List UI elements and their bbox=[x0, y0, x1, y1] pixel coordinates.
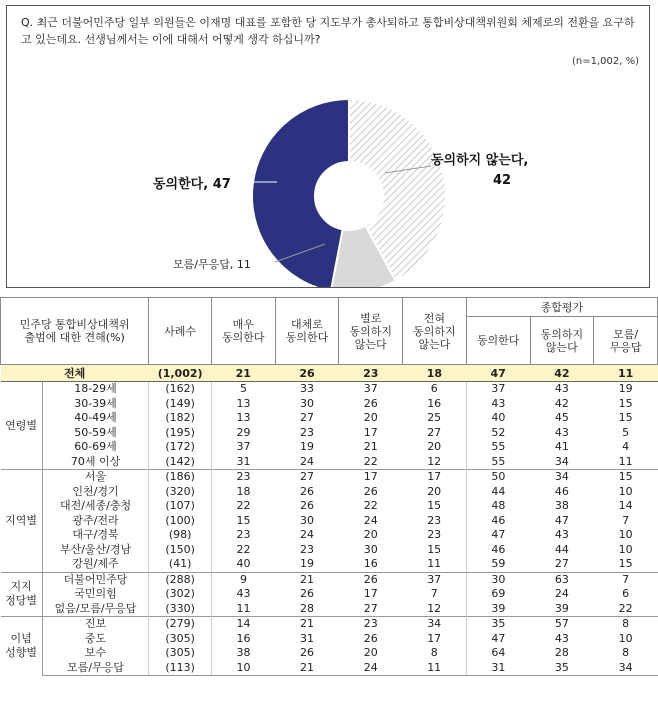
cell-value: 8 bbox=[594, 617, 658, 632]
cell-value: 6 bbox=[403, 382, 467, 397]
table-row bbox=[1, 470, 658, 485]
cell-value: 44 bbox=[491, 484, 506, 498]
cell-value: 11 bbox=[594, 365, 658, 382]
cell-value: 42 bbox=[530, 365, 594, 382]
donut-chart bbox=[7, 6, 649, 287]
h-c3-l1: 별로 bbox=[360, 311, 382, 325]
cell-value: 38 bbox=[554, 499, 569, 513]
row-sample: (149) bbox=[149, 397, 212, 412]
cell-value: 24 bbox=[554, 587, 569, 601]
h-c4-l1: 전혀 bbox=[423, 311, 446, 325]
row-label: 더불어민주당 bbox=[42, 572, 149, 587]
header-view-line1: 민주당 통합비상대책위 bbox=[19, 318, 130, 331]
cell-value: 22 bbox=[363, 499, 378, 513]
cell-value: 37 bbox=[236, 440, 251, 454]
cell-value: 16 bbox=[403, 397, 467, 412]
row-sample: (172) bbox=[149, 440, 212, 455]
table-group bbox=[1, 382, 658, 470]
cell-value: 30 bbox=[300, 396, 314, 410]
table-row bbox=[1, 632, 658, 647]
cell-value: 31 bbox=[466, 661, 530, 676]
h-c2-l1: 대체로 bbox=[291, 318, 323, 331]
table-row bbox=[1, 397, 658, 412]
table-row bbox=[1, 587, 658, 602]
table-row bbox=[1, 440, 658, 455]
header-disagree-sum bbox=[530, 317, 594, 365]
table-group bbox=[1, 470, 658, 573]
row-label: 18-29세 bbox=[42, 382, 149, 397]
h-s2-l2: 않는다 bbox=[545, 340, 578, 354]
cell-value: 43 bbox=[554, 528, 569, 542]
header-combined: 종합평가 bbox=[466, 298, 657, 317]
table-row bbox=[1, 557, 658, 572]
cell-value: 13 bbox=[236, 396, 251, 410]
cell-value: 23 bbox=[300, 425, 314, 439]
cell-value: 24 bbox=[300, 528, 314, 542]
row-label: 국민의힘 bbox=[42, 587, 149, 602]
h-s3-l1: 모름/ bbox=[613, 327, 639, 341]
cell-value: 24 bbox=[339, 661, 403, 676]
table-row bbox=[1, 426, 658, 441]
cell-value: 15 bbox=[403, 543, 467, 558]
cell-value: 26 bbox=[300, 484, 314, 498]
row-label: 70세 이상 bbox=[42, 455, 149, 470]
cell-value: 16 bbox=[236, 631, 251, 645]
cell-value: 23 bbox=[339, 365, 403, 382]
row-label: 인천/경기 bbox=[42, 485, 149, 500]
cell-value: 69 bbox=[491, 587, 506, 601]
row-label: 모름/무응답 bbox=[42, 661, 149, 676]
cell-value: 12 bbox=[403, 455, 467, 470]
table-row bbox=[1, 514, 658, 529]
cell-value: 21 bbox=[275, 617, 339, 632]
cell-value: 15 bbox=[594, 470, 658, 485]
row-label: 진보 bbox=[42, 617, 149, 632]
cell-value: 31 bbox=[236, 454, 251, 468]
row-label: 대전/세종/충청 bbox=[42, 499, 149, 514]
row-label: 50-59세 bbox=[42, 426, 149, 441]
label-agree: 동의한다, 47 bbox=[153, 177, 231, 192]
cell-value: 13 bbox=[236, 411, 251, 425]
header-view-line2: 출범에 대한 견해(%) bbox=[24, 331, 125, 344]
cell-value: 29 bbox=[236, 425, 251, 439]
row-sample: (320) bbox=[149, 485, 212, 500]
cell-value: 47 bbox=[491, 528, 506, 542]
h-c1-l1: 매우 bbox=[232, 318, 254, 331]
table-row bbox=[1, 499, 658, 514]
table-group bbox=[1, 572, 658, 617]
cell-value: 42 bbox=[554, 396, 569, 410]
cell-value: 30 bbox=[363, 542, 378, 556]
cell-value: 47 bbox=[554, 513, 569, 527]
cell-value: 17 bbox=[363, 587, 378, 601]
h-s2-l1: 동의하지 bbox=[540, 327, 584, 341]
cell-value: 48 bbox=[491, 499, 506, 513]
row-sample: (195) bbox=[149, 426, 212, 441]
group-label-line: 지지 bbox=[10, 580, 32, 594]
cell-value: 7 bbox=[622, 513, 630, 527]
cell-value: 43 bbox=[236, 587, 251, 601]
group-label-line: 지역별 bbox=[5, 513, 38, 527]
cell-value: 50 bbox=[466, 470, 530, 485]
cell-value: 23 bbox=[300, 542, 314, 556]
table-row bbox=[1, 617, 658, 632]
table-row bbox=[1, 646, 658, 661]
cell-value: 8 bbox=[403, 646, 467, 661]
cell-value: 34 bbox=[554, 454, 569, 468]
row-label: 60-69세 bbox=[42, 440, 149, 455]
group-label-line: 이념 bbox=[10, 632, 32, 646]
cell-value: 15 bbox=[236, 513, 251, 527]
cell-value: 10 bbox=[618, 528, 633, 542]
cell-value: 15 bbox=[403, 499, 467, 514]
cell-value: 5 bbox=[622, 425, 630, 439]
cell-value: 26 bbox=[275, 365, 339, 382]
cell-value: 11 bbox=[403, 557, 467, 572]
cell-value: 26 bbox=[363, 484, 378, 498]
group-label bbox=[1, 617, 43, 676]
cell-value: 22 bbox=[618, 601, 633, 615]
cell-value: 44 bbox=[554, 542, 569, 556]
cell-value: 31 bbox=[300, 631, 314, 645]
h-c3-l2: 동의하지 bbox=[349, 324, 392, 338]
cell-value: 23 bbox=[339, 617, 403, 632]
cell-value: 11 bbox=[618, 454, 633, 468]
row-label: 대구/경북 bbox=[42, 528, 149, 543]
header-sample: 사례수 bbox=[149, 298, 212, 365]
h-c2-l2: 동의한다 bbox=[285, 331, 329, 344]
group-label bbox=[1, 382, 43, 470]
row-sample: (142) bbox=[149, 455, 212, 470]
cell-value: 18 bbox=[403, 365, 467, 382]
table-row bbox=[1, 485, 658, 500]
cell-value: 26 bbox=[300, 646, 314, 660]
cell-value: 27 bbox=[363, 601, 378, 615]
cell-value: 43 bbox=[554, 425, 569, 439]
cell-value: 27 bbox=[300, 411, 314, 425]
header-dk bbox=[594, 317, 658, 365]
row-label: 40-49세 bbox=[42, 411, 149, 426]
header-view bbox=[1, 298, 149, 365]
label-disagree-2: 42 bbox=[493, 173, 512, 188]
row-label: 부산/울산/경남 bbox=[42, 543, 149, 558]
row-label: 중도 bbox=[42, 632, 149, 647]
cell-value: 43 bbox=[530, 382, 594, 397]
header-agree-sum: 동의한다 bbox=[466, 317, 530, 365]
cell-value: 37 bbox=[466, 382, 530, 397]
unit-note: (n=1,002, %) bbox=[571, 56, 639, 67]
cell-value: 14 bbox=[618, 499, 633, 513]
cell-value: 15 bbox=[618, 557, 633, 571]
cell-value: 7 bbox=[594, 572, 658, 587]
cell-value: 37 bbox=[403, 572, 467, 587]
cell-value: 64 bbox=[491, 646, 506, 660]
cell-value: 21 bbox=[275, 661, 339, 676]
row-sample: (100) bbox=[149, 514, 212, 529]
cell-value: 27 bbox=[554, 557, 569, 571]
cell-value: 46 bbox=[491, 542, 506, 556]
cell-value: 23 bbox=[403, 528, 467, 543]
table-row bbox=[1, 411, 658, 426]
cell-value: 6 bbox=[622, 587, 630, 601]
table-group bbox=[1, 617, 658, 676]
table-row bbox=[1, 382, 658, 397]
cell-value: 59 bbox=[491, 557, 506, 571]
row-label: 전체 bbox=[1, 365, 149, 382]
cell-value: 20 bbox=[363, 646, 378, 660]
cell-value: 14 bbox=[211, 617, 275, 632]
row-label: 없음/모름/무응답 bbox=[42, 602, 149, 617]
row-sample: (41) bbox=[149, 557, 212, 572]
cell-value: 18 bbox=[236, 484, 251, 498]
cell-value: 12 bbox=[403, 602, 467, 617]
cell-value: 34 bbox=[594, 661, 658, 676]
cell-value: 23 bbox=[403, 514, 467, 529]
row-sample: (113) bbox=[149, 661, 212, 676]
table-row bbox=[1, 602, 658, 617]
cell-value: 11 bbox=[236, 601, 251, 615]
cell-value: 39 bbox=[554, 601, 569, 615]
cell-value: 19 bbox=[594, 382, 658, 397]
table-row bbox=[1, 455, 658, 470]
header-somewhat-disagree bbox=[339, 298, 403, 365]
group-label-line: 정당별 bbox=[5, 594, 38, 608]
cell-value: 15 bbox=[618, 411, 633, 425]
cell-value: 40 bbox=[491, 411, 506, 425]
cell-value: 43 bbox=[554, 631, 569, 645]
row-label: 보수 bbox=[42, 646, 149, 661]
cell-value: 20 bbox=[403, 485, 467, 500]
table-row bbox=[1, 528, 658, 543]
cell-value: 26 bbox=[363, 396, 378, 410]
slice-agree bbox=[252, 99, 349, 287]
label-dk: 모름/무응답, 11 bbox=[173, 258, 251, 271]
row-sample: (98) bbox=[149, 528, 212, 543]
results-table bbox=[0, 297, 658, 676]
cell-value: 22 bbox=[363, 454, 378, 468]
cell-value: 28 bbox=[300, 601, 314, 615]
row-label: 광주/전라 bbox=[42, 514, 149, 529]
row-sample: (1,002) bbox=[149, 365, 212, 382]
cell-value: 37 bbox=[339, 382, 403, 397]
group-label-line: 연령별 bbox=[5, 418, 38, 432]
cell-value: 26 bbox=[339, 572, 403, 587]
row-sample: (150) bbox=[149, 543, 212, 558]
cell-value: 17 bbox=[339, 470, 403, 485]
cell-value: 10 bbox=[618, 542, 633, 556]
cell-value: 15 bbox=[618, 396, 633, 410]
group-label-line: 성향별 bbox=[5, 646, 38, 660]
results-table-wrap bbox=[0, 297, 658, 676]
h-c1-l2: 동의한다 bbox=[222, 331, 265, 344]
cell-value: 20 bbox=[363, 411, 378, 425]
row-sample: (107) bbox=[149, 499, 212, 514]
cell-value: 43 bbox=[491, 396, 506, 410]
cell-value: 57 bbox=[530, 617, 594, 632]
row-label: 30-39세 bbox=[42, 397, 149, 412]
cell-value: 22 bbox=[236, 499, 251, 513]
cell-value: 23 bbox=[236, 528, 251, 542]
cell-value: 63 bbox=[530, 572, 594, 587]
cell-value: 34 bbox=[403, 617, 467, 632]
row-sample: (162) bbox=[149, 382, 212, 397]
cell-value: 35 bbox=[466, 617, 530, 632]
cell-value: 30 bbox=[466, 572, 530, 587]
row-sample: (330) bbox=[149, 602, 212, 617]
table-row-total bbox=[1, 365, 658, 382]
cell-value: 17 bbox=[403, 632, 467, 647]
cell-value: 35 bbox=[530, 661, 594, 676]
cell-value: 26 bbox=[300, 587, 314, 601]
cell-value: 21 bbox=[363, 440, 378, 454]
cell-value: 21 bbox=[211, 365, 275, 382]
cell-value: 4 bbox=[622, 440, 630, 454]
cell-value: 8 bbox=[622, 646, 630, 660]
cell-value: 5 bbox=[211, 382, 275, 397]
cell-value: 23 bbox=[211, 470, 275, 485]
cell-value: 55 bbox=[491, 440, 506, 454]
row-sample: (305) bbox=[149, 646, 212, 661]
h-c4-l3: 않는다 bbox=[418, 337, 451, 351]
cell-value: 17 bbox=[363, 425, 378, 439]
table-row bbox=[1, 661, 658, 676]
cell-value: 9 bbox=[211, 572, 275, 587]
cell-value: 19 bbox=[300, 557, 314, 571]
cell-value: 41 bbox=[554, 440, 569, 454]
cell-value: 24 bbox=[363, 513, 378, 527]
cell-value: 25 bbox=[403, 411, 467, 426]
group-label bbox=[1, 470, 43, 573]
chart-panel bbox=[6, 5, 650, 288]
cell-value: 27 bbox=[275, 470, 339, 485]
cell-value: 10 bbox=[618, 484, 633, 498]
header-strongly-agree bbox=[211, 298, 275, 365]
cell-value: 40 bbox=[236, 557, 251, 571]
cell-value: 11 bbox=[403, 661, 467, 676]
cell-value: 10 bbox=[618, 631, 633, 645]
row-label: 서울 bbox=[42, 470, 149, 485]
cell-value: 22 bbox=[236, 542, 251, 556]
row-sample: (288) bbox=[149, 572, 212, 587]
cell-value: 20 bbox=[363, 528, 378, 542]
header-strongly-disagree bbox=[403, 298, 467, 365]
cell-value: 33 bbox=[275, 382, 339, 397]
cell-value: 39 bbox=[491, 601, 506, 615]
cell-value: 16 bbox=[363, 557, 378, 571]
row-sample: (279) bbox=[149, 617, 212, 632]
group-label bbox=[1, 572, 43, 617]
label-disagree-1: 동의하지 않는다, bbox=[431, 153, 529, 168]
cell-value: 26 bbox=[363, 631, 378, 645]
cell-value: 27 bbox=[403, 426, 467, 441]
cell-value: 46 bbox=[554, 484, 569, 498]
cell-value: 55 bbox=[491, 454, 506, 468]
header-somewhat-agree bbox=[275, 298, 339, 365]
table-row bbox=[1, 572, 658, 587]
cell-value: 45 bbox=[554, 411, 569, 425]
cell-value: 10 bbox=[211, 661, 275, 676]
row-label: 강원/제주 bbox=[42, 557, 149, 572]
cell-value: 30 bbox=[300, 513, 314, 527]
h-c3-l3: 않는다 bbox=[354, 337, 387, 351]
row-sample: (186) bbox=[149, 470, 212, 485]
cell-value: 17 bbox=[403, 470, 467, 485]
cell-value: 20 bbox=[403, 440, 467, 455]
row-sample: (305) bbox=[149, 632, 212, 647]
cell-value: 52 bbox=[491, 425, 506, 439]
cell-value: 47 bbox=[491, 631, 506, 645]
row-sample: (302) bbox=[149, 587, 212, 602]
table-row bbox=[1, 543, 658, 558]
cell-value: 19 bbox=[300, 440, 314, 454]
h-c4-l2: 동의하지 bbox=[413, 324, 456, 338]
cell-value: 38 bbox=[236, 646, 251, 660]
cell-value: 46 bbox=[491, 513, 506, 527]
cell-value: 34 bbox=[530, 470, 594, 485]
h-s3-l2: 무응답 bbox=[609, 340, 642, 354]
cell-value: 26 bbox=[300, 499, 314, 513]
cell-value: 7 bbox=[403, 587, 467, 602]
cell-value: 47 bbox=[466, 365, 530, 382]
cell-value: 21 bbox=[275, 572, 339, 587]
row-sample: (182) bbox=[149, 411, 212, 426]
question-text: Q. 최근 더불어민주당 일부 의원들은 이재명 대표를 포함한 당 지도부가 총사퇴하고 통합비상대책위원회 체제로의 전환을 요구하고 있는데요. 선생님께서는 이에 대해서 어떻게 생각 하십니까? bbox=[21, 16, 635, 46]
cell-value: 24 bbox=[300, 454, 314, 468]
cell-value: 28 bbox=[554, 646, 569, 660]
